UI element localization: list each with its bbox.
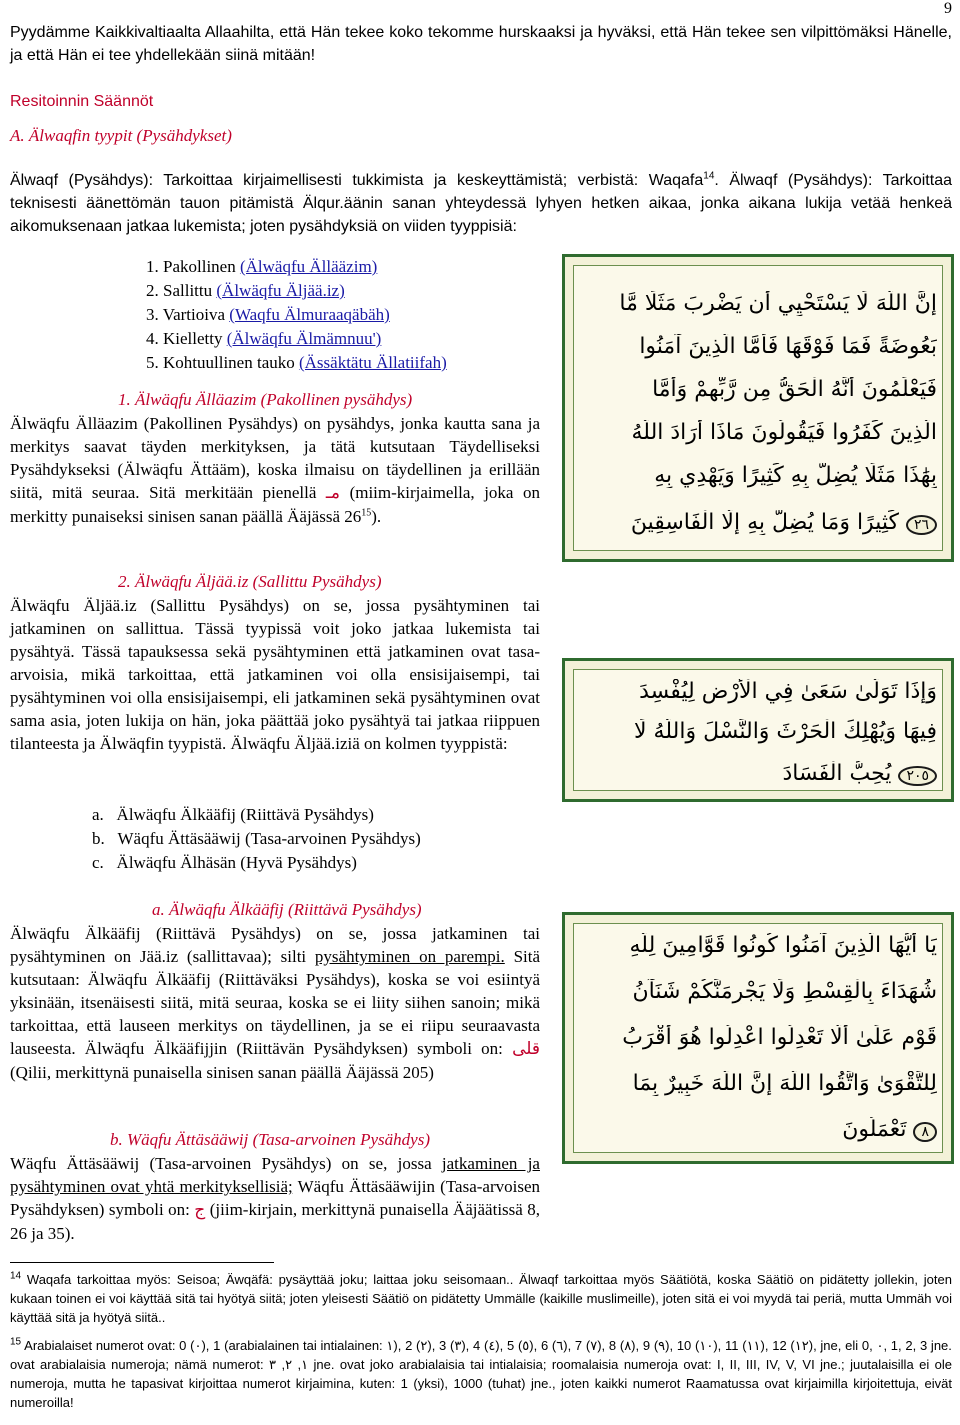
subsection-heading: A. Älwaqfin tyypit (Pysähdykset) [10, 126, 232, 145]
section-2-heading: 2. Älwäqfu Äljää.iz (Sallittu Pysähdys) [118, 572, 382, 591]
list-item: b. Wäqfu Ättäsääwij (Tasa-arvoinen Pysähdys) [92, 829, 421, 848]
section-heading: Resitoinnin Säännöt [10, 93, 154, 110]
quran-verse-image-205: وَإِذَا تَوَلَّىٰ سَعَىٰ فِي الْأَرْضِ لِيُفْسِدَ فِيهَا وَيُهْلِكَ الْحَرْثَ وَالنَّسْلَ وَاللَّهُ لَا ٢٠٥ يُحِبُّ الْفَسَادَ [562, 658, 954, 802]
type-link[interactable]: (Älwäqfu Älmämnuu') [226, 329, 382, 348]
footnote-divider [10, 1262, 274, 1263]
section-a-body: Älwäqfu Älkääfij (Riittävä Pysähdys) on se, jossa jatkaminen tai pysähtyminen on Jää.iz (sallittavaa); silti pysähtyminen on parempi. Sitä kutsutaan: Älwäqfu Älkääfij (Riittäväksi Pysähdys), koska se voi esiintyä yksinään, itsenäisesti siitä, mitä seuraa, koska se ei liity siihen sanoin; mikä tarkoittaa, että lauseen merkitys on täydellinen, ja se ei riipu seuraavasta lauseesta. Älwäqfu Älkääfijjin (Riittävän Pysähdyksen) symboli on: قلى (Qilii, merkittynä punaisella sinisen sanan päällä Ääjässä 205) [10, 924, 541, 1082]
definition-paragraph [10, 169, 952, 238]
list-item: c. Älwäqfu Älhäsän (Hyvä Pysähdys) [92, 853, 357, 872]
section-1-heading: 1. Älwäqfu Älläazim (Pakollinen pysähdys) [118, 390, 413, 409]
list-item: 4. Kielletty (Älwäqfu Älmämnuu') [146, 329, 382, 348]
footnote-ref-14[interactable]: 14 [703, 170, 715, 182]
quran-verse-image-8: يَا أَيُّهَا الَّذِينَ آمَنُوا كُونُوا قَوَّامِينَ لِلَّهِ شُهَدَاءَ بِالْقِسْطِ وَلَا يَجْرِمَنَّكُمْ شَنَآنُ قَوْمٍ عَلَىٰ أَلَّا تَعْدِلُوا اعْدِلُوا هُوَ أَقْرَبُ لِلتَّقْوَىٰ وَاتَّقُوا اللَّهَ إِنَّ اللَّهَ خَبِيرٌ بِمَا ٨ تَعْمَلُونَ [562, 912, 954, 1164]
section-a-heading: a. Älwäqfu Älkääfij (Riittävä Pysähdys) [152, 900, 422, 919]
qilii-symbol: قلى [512, 1039, 540, 1059]
intro-paragraph: Pyydämme Kaikkivaltiaalta Allaahilta, että Hän tekee koko tekomme hurskaaksi ja hyväksi, että Hän tekee sen vilpittömäksi Hänelle, ja että Hän ei tee yhdellekään siinä mitään! [10, 24, 952, 64]
list-item: 3. Vartioiva (Waqfu Älmuraaqäbäh) [146, 305, 390, 324]
footnote-ref-15[interactable]: 15 [361, 507, 372, 519]
miim-symbol: مـ [325, 483, 341, 503]
ayah-number: ٢٠٥ [898, 766, 937, 786]
footnote-14: $^{14}$ Waqafa tarkoittaa myös: Seisoa; Äwqäfä: pysäyttää joku; laittaa joku seisomaan.. Älwaqf tarkoittaa myös Säätiötä, koska Säätiö on pidätetty jollekin, joten kukaan toinen ei voi käyttää sitä tai hyötyä siitä; joten yleisesti Säätiö on pidätetty Ummälle (kaikille muslimeille), joten sitä ei voi myydä tai periä, mutta Ummäh voi käyttää sitä ja hyötyä siitä.. [10, 1270, 952, 1325]
section-2-body: Älwäqfu Äljää.iz (Sallittu Pysähdys) on se, jossa pysähtyminen tai jatkaminen on sallittua. Tässä tyypissä voit joko jatkaa lukemista tai pysähtyä. Tässä tapauksessa sekä pysähtyminen että jatkaminen ovat tasa-arvoisia, mikä tarkoittaa, että jatkaminen voi olla ensisijaisempi, tai pysähtyminen voi olla ensisijaisempi, eli jatkaminen sekä pysähtyminen ovat sama asia, joten lukija on hän, joka päättää joko pysähtyä tai jatkaa riippuen tilanteesta ja Älwäqfin tyypistä. Älwäqfu Äljää.iziä on kolmen tyyppistä: [10, 596, 540, 753]
jiim-symbol: ج [194, 1200, 206, 1220]
list-item: 1. Pakollinen (Älwäqfu Ällääzim) [146, 257, 378, 276]
quran-verse-image-26: إِنَّ اللَّهَ لَا يَسْتَحْيِي أَن يَضْرِبَ مَثَلًا مَّا بَعُوضَةً فَمَا فَوْقَهَا فَأَمَّا الَّذِينَ آمَنُوا فَيَعْلَمُونَ أَنَّهُ الْحَقُّ مِن رَّبِّهِمْ وَأَمَّا الَّذِينَ كَفَرُوا فَيَقُولُونَ مَاذَا أَرَادَ اللَّهُ بِهَٰذَا مَثَلًا يُضِلُّ بِهِ كَثِيرًا وَيَهْدِي بِهِ ٢٦ كَثِيرًا وَمَا يُضِلُّ بِهِ إِلَّا الْفَاسِقِينَ [562, 254, 954, 562]
ayah-number: ٨ [913, 1122, 937, 1142]
definition-text-1: Älwaqf (Pysähdys): Tarkoittaa kirjaimellisesti tukkimista ja keskeyttämistä; verbistä: Waqafa [10, 172, 704, 189]
list-item: 2. Sallittu (Älwäqfu Äljää.iz) [146, 281, 345, 300]
ayah-number: ٢٦ [906, 515, 937, 535]
type-link[interactable]: (Älwäqfu Äljää.iz) [216, 281, 345, 300]
type-link[interactable]: (Ässäktätu Ällatiifah) [298, 353, 447, 372]
page-number: 9 [944, 0, 952, 17]
list-item: a. Älwäqfu Älkääfij (Riittävä Pysähdys) [92, 805, 374, 824]
list-item: 5. Kohtuullinen tauko (Ässäktätu Ällatiifah) [146, 353, 447, 372]
type-link[interactable]: (Waqfu Älmuraaqäbäh) [229, 305, 390, 324]
section-b-heading: b. Wäqfu Ättäsääwij (Tasa-arvoinen Pysähdys) [110, 1130, 430, 1149]
section-b-body: Wäqfu Ättäsääwij (Tasa-arvoinen Pysähdys) on se, jossa jatkaminen ja pysähtyminen ovat yhtä merkityksellisiä; Wäqfu Ättäsääwijin (Tasa-arvoisen Pysähdyksen) symboli on: ج (jiim-kirjain, merkittynä punaisella Ääjäätissä 8, 26 ja 35). [10, 1154, 541, 1243]
type-link[interactable]: (Älwäqfu Ällääzim) [239, 257, 378, 276]
section-1-body: Älwäqfu Älläazim (Pakollinen Pysähdys) on pysähdys, jonka kautta sana ja merkitys saavat täyden merkityksen, ja tätä kutsutaan Täydelliseksi Pysähdykseksi (Älwäqfu Ättääm), koska ilmaisu on täydellinen ja erillään siitä, mitä seuraa. Sitä merkitään pienellä مـ (miim-kirjaimella, joka on merkitty punaiseksi sinisen sanan päällä Ääjässä $26^{15}$). [10, 414, 541, 526]
footnote-15: $^{15}$ Arabialaiset numerot ovat: 0 (٠), 1 (arabialainen tai intialainen: ١), 2 (٢), 3 (٣), 4 (٤), 5 (٥), 6 (٦), 7 (٧), 8 (٨), 9 (٩), 10 (١٠), 11 (١١), 12 (١٢), jne, eli 0, ٠, 1, 2, 3 jne. ovat arabialaisia numeroja; nämä numerot: ١, ٢, ٣ jne. ovat joko arabialaisia tai intialaisia; roomalaisia numeroja ovat: I, II, III, IV, V, VI jne.; juutalaisilla ei ole numeroja, mutta he tapasivat kirjoittaa numerot kirjaimina, kuten: 1 (yksi), 1000 (tuhat) jne., joten kaikki numerot Raamatussa ovat kirjaimilla kirjoitettuja, eivät numeroilla! [10, 1336, 952, 1410]
definition-text-2: . Älwaqf (Pysähdys): Tarkoittaa teknisesti äänettömän tauon pitämistä Älqur.äänin sanan yhteydessä lyhyen hetken aikaa, jonka aikana lukija vetää henkeä aikomuksenaan jatkaa lukemista; joten pysähdyksiä on viiden tyyppisiä: [10, 172, 952, 235]
